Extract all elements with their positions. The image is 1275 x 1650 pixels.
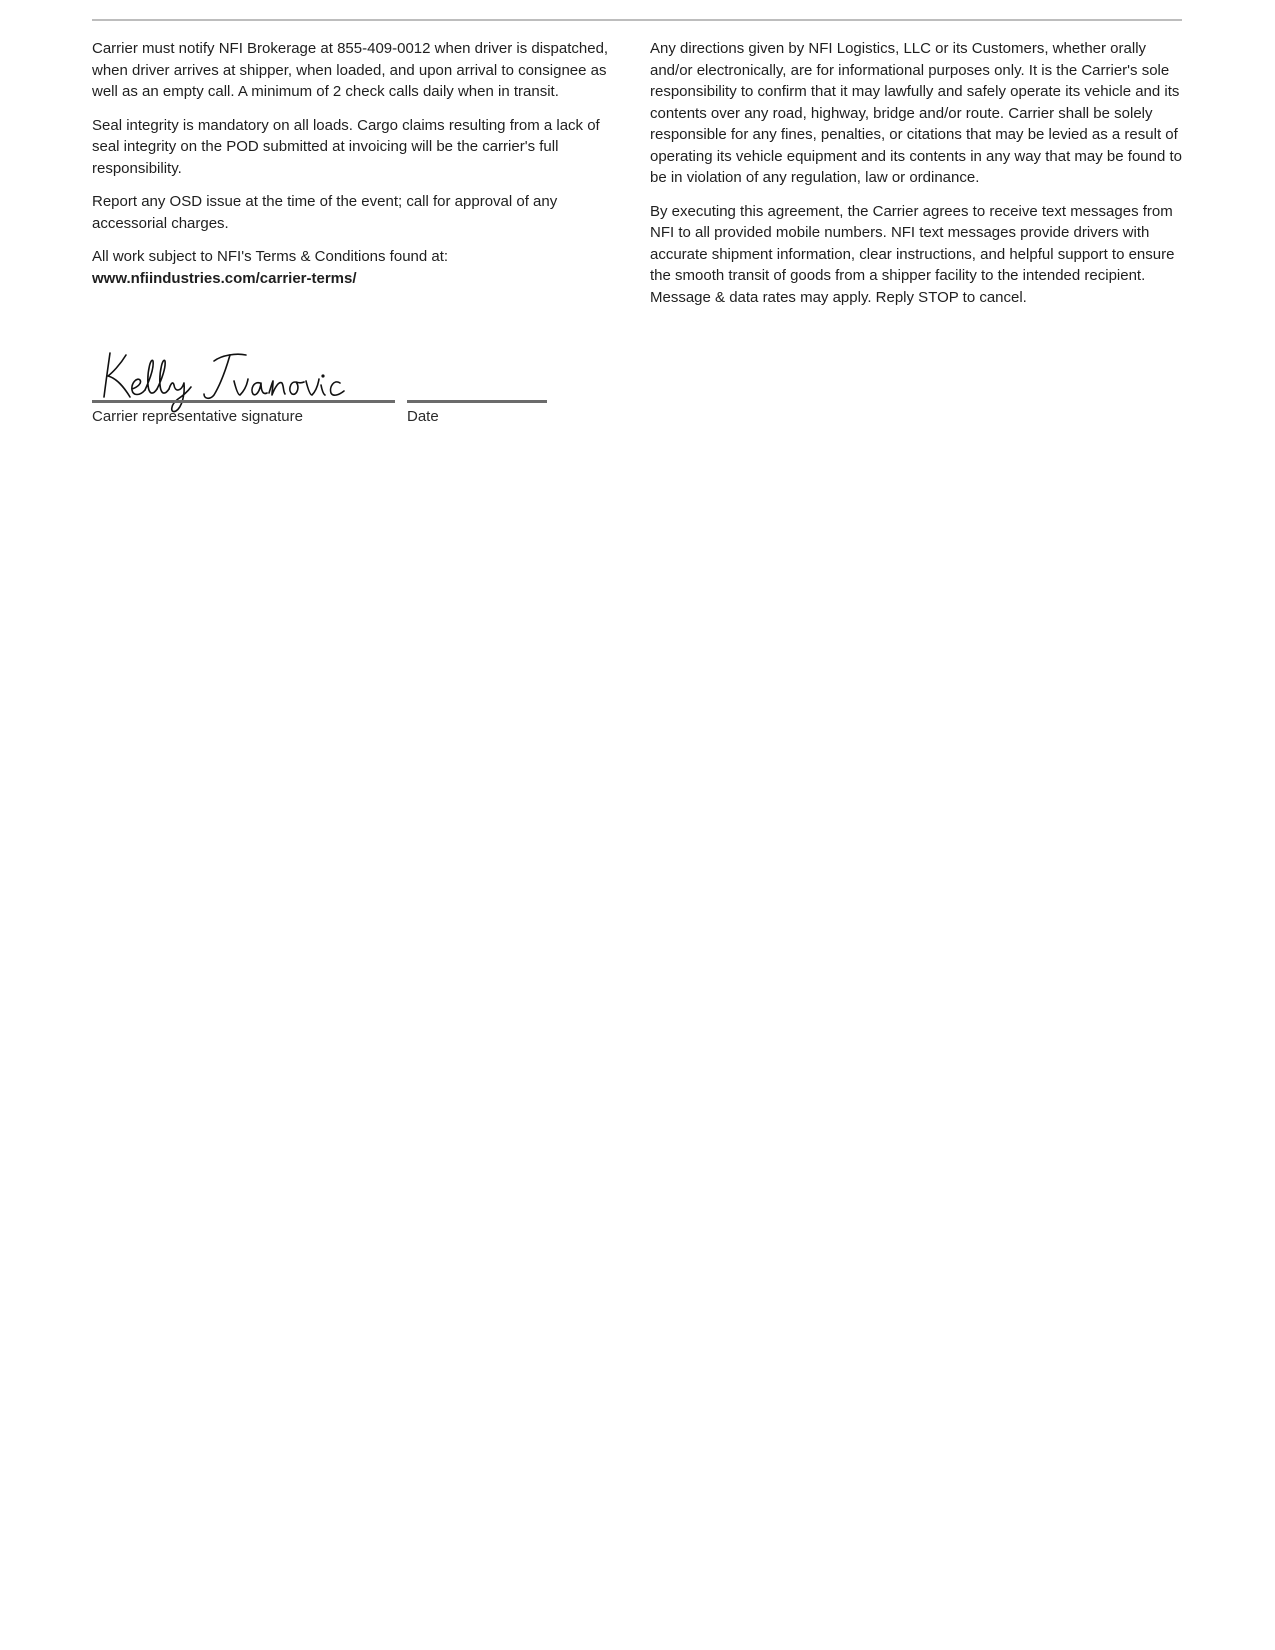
directions-disclaimer-paragraph: Any directions given by NFI Logistics, LLC or its Customers, whether orally and/or electronically, are for informational purposes only. It is the Carrier's sole responsibility to confirm that it may lawfully and safely operate its vehicle and its contents over any road, highway, bridge and/or route. Carrier shall be solely responsible for any fines, penalties, or citations that may be levied as a result of operating its vehicle equipment and its contents in any way that may be found to be in violation of any regulation, law or ordinance. bbox=[650, 40, 1182, 186]
seal-integrity-paragraph: Seal integrity is mandatory on all loads. Cargo claims resulting from a lack of seal integrity on the POD submitted at invoicing will be the carrier's full responsibility. bbox=[92, 116, 600, 177]
right-terms-column bbox=[650, 38, 1190, 320]
header-divider bbox=[92, 19, 1182, 21]
terms-intro: All work subject to NFI's Terms & Conditions found at: bbox=[92, 248, 449, 265]
signature-line[interactable] bbox=[92, 400, 395, 403]
terms-paragraph bbox=[92, 246, 627, 289]
date-line[interactable] bbox=[407, 400, 547, 403]
handwritten-signature bbox=[96, 345, 356, 415]
text-messaging-consent-paragraph: By executing this agreement, the Carrier agrees to receive text messages from NFI to all provided mobile numbers. NFI text messages provide drivers with accurate shipment information, clear instructions, and helpful support to ensure the smooth transit of goods from a shipper facility to the intended recipient. Message & data rates may apply. Reply STOP to cancel. bbox=[650, 202, 1175, 306]
date-label: Date bbox=[407, 408, 439, 425]
notification-paragraph: Carrier must notify NFI Brokerage at 855-409-0012 when driver is dispatched, when driver arrives at shipper, when loaded, and upon arrival to consignee as well as an empty call. A minimum of 2 check calls daily when in transit. bbox=[92, 40, 609, 100]
left-terms-column bbox=[92, 38, 627, 301]
carrier-terms-link[interactable]: www.nfiindustries.com/carrier-terms/ bbox=[92, 269, 357, 287]
signature-block bbox=[92, 345, 562, 430]
osd-paragraph: Report any OSD issue at the time of the event; call for approval of any accessorial charges. bbox=[92, 193, 558, 232]
signature-label: Carrier representative signature bbox=[92, 408, 303, 425]
